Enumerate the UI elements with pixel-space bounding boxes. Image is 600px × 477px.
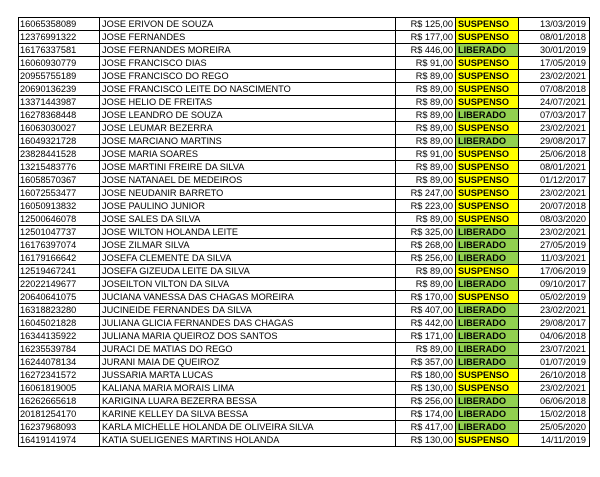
table-row bbox=[19, 317, 590, 330]
id-cell[interactable]: 23828441528 bbox=[19, 148, 100, 161]
id-cell[interactable]: 12500646078 bbox=[19, 213, 100, 226]
value-cell[interactable]: R$ 89,00 bbox=[396, 278, 456, 291]
date-cell[interactable]: 14/11/2019 bbox=[519, 434, 590, 447]
date-cell[interactable]: 23/02/2021 bbox=[519, 122, 590, 135]
id-cell[interactable]: 13371443987 bbox=[19, 96, 100, 109]
date-cell[interactable]: 17/06/2019 bbox=[519, 265, 590, 278]
date-cell[interactable]: 29/08/2017 bbox=[519, 317, 590, 330]
date-cell[interactable]: 25/06/2018 bbox=[519, 148, 590, 161]
date-cell[interactable]: 15/02/2018 bbox=[519, 408, 590, 421]
date-cell[interactable]: 04/06/2018 bbox=[519, 330, 590, 343]
name-cell[interactable]: JOSE HELIO DE FREITAS bbox=[100, 96, 396, 109]
name-cell[interactable]: JOSEFA CLEMENTE DA SILVA bbox=[100, 252, 396, 265]
date-cell[interactable]: 26/10/2018 bbox=[519, 369, 590, 382]
id-cell[interactable]: 16237968093 bbox=[19, 421, 100, 434]
status-badge[interactable]: SUSPENSO bbox=[456, 122, 519, 135]
id-cell[interactable]: 16344135922 bbox=[19, 330, 100, 343]
value-cell[interactable]: R$ 268,00 bbox=[396, 239, 456, 252]
name-cell[interactable]: JOSE PAULINO JUNIOR bbox=[100, 200, 396, 213]
table-row bbox=[19, 369, 590, 382]
table-row bbox=[19, 161, 590, 174]
date-cell[interactable]: 23/02/2021 bbox=[519, 226, 590, 239]
status-badge[interactable]: LIBERADO bbox=[456, 135, 519, 148]
table-row bbox=[19, 226, 590, 239]
name-cell[interactable]: JOSEFA GIZEUDA LEITE DA SILVA bbox=[100, 265, 396, 278]
table-row bbox=[19, 252, 590, 265]
name-cell[interactable]: JUCINEIDE FERNANDES DA SILVA bbox=[100, 304, 396, 317]
status-badge[interactable]: LIBERADO bbox=[456, 408, 519, 421]
date-cell[interactable]: 20/07/2018 bbox=[519, 200, 590, 213]
id-cell[interactable]: 13215483776 bbox=[19, 161, 100, 174]
date-cell[interactable]: 01/12/2017 bbox=[519, 174, 590, 187]
name-cell[interactable]: JOSE FRANCISCO DIAS bbox=[100, 57, 396, 70]
name-cell[interactable]: KATIA SUELIGENES MARTINS HOLANDA bbox=[100, 434, 396, 447]
table-row bbox=[19, 18, 590, 31]
id-cell[interactable]: 16244078134 bbox=[19, 356, 100, 369]
status-badge[interactable]: SUSPENSO bbox=[456, 187, 519, 200]
name-cell[interactable]: JULIANA MARIA QUEIROZ DOS SANTOS bbox=[100, 330, 396, 343]
id-cell[interactable]: 20955755189 bbox=[19, 70, 100, 83]
status-badge[interactable]: LIBERADO bbox=[456, 317, 519, 330]
value-cell[interactable]: R$ 125,00 bbox=[396, 18, 456, 31]
id-cell[interactable]: 16318823280 bbox=[19, 304, 100, 317]
beneficiary-table bbox=[18, 17, 590, 447]
value-cell[interactable]: R$ 89,00 bbox=[396, 213, 456, 226]
date-cell[interactable]: 06/06/2018 bbox=[519, 395, 590, 408]
table-row bbox=[19, 239, 590, 252]
status-badge[interactable]: SUSPENSO bbox=[456, 265, 519, 278]
value-cell[interactable]: R$ 89,00 bbox=[396, 174, 456, 187]
date-cell[interactable]: 11/03/2021 bbox=[519, 252, 590, 265]
value-cell[interactable]: R$ 256,00 bbox=[396, 395, 456, 408]
date-cell[interactable]: 23/02/2021 bbox=[519, 70, 590, 83]
status-badge[interactable]: LIBERADO bbox=[456, 109, 519, 122]
date-cell[interactable]: 24/07/2021 bbox=[519, 96, 590, 109]
value-cell[interactable]: R$ 325,00 bbox=[396, 226, 456, 239]
value-cell[interactable]: R$ 223,00 bbox=[396, 200, 456, 213]
id-cell[interactable]: 16049321728 bbox=[19, 135, 100, 148]
value-cell[interactable]: R$ 170,00 bbox=[396, 291, 456, 304]
status-badge[interactable]: LIBERADO bbox=[456, 239, 519, 252]
id-cell[interactable]: 12519467241 bbox=[19, 265, 100, 278]
name-cell[interactable]: JOSE FRANCISCO DO REGO bbox=[100, 70, 396, 83]
name-cell[interactable]: JOSE MARCIANO MARTINS bbox=[100, 135, 396, 148]
table-row bbox=[19, 109, 590, 122]
id-cell[interactable]: 16065358089 bbox=[19, 18, 100, 31]
value-cell[interactable]: R$ 89,00 bbox=[396, 343, 456, 356]
status-badge[interactable]: LIBERADO bbox=[456, 304, 519, 317]
value-cell[interactable]: R$ 171,00 bbox=[396, 330, 456, 343]
name-cell[interactable]: JOSE FRANCISCO LEITE DO NASCIMENTO bbox=[100, 83, 396, 96]
name-cell[interactable]: JOSE FERNANDES MOREIRA bbox=[100, 44, 396, 57]
id-cell[interactable]: 16050913832 bbox=[19, 200, 100, 213]
status-badge[interactable]: SUSPENSO bbox=[456, 174, 519, 187]
status-badge[interactable]: LIBERADO bbox=[456, 395, 519, 408]
name-cell[interactable]: JOSE MARIA SOARES bbox=[100, 148, 396, 161]
date-cell[interactable]: 23/02/2021 bbox=[519, 304, 590, 317]
name-cell[interactable]: KARINE KELLEY DA SILVA BESSA bbox=[100, 408, 396, 421]
table-row bbox=[19, 96, 590, 109]
value-cell[interactable]: R$ 89,00 bbox=[396, 109, 456, 122]
date-cell[interactable]: 07/08/2018 bbox=[519, 83, 590, 96]
table-row bbox=[19, 213, 590, 226]
status-badge[interactable]: SUSPENSO bbox=[456, 161, 519, 174]
value-cell[interactable]: R$ 91,00 bbox=[396, 148, 456, 161]
id-cell[interactable]: 16045021828 bbox=[19, 317, 100, 330]
id-cell[interactable]: 16060930779 bbox=[19, 57, 100, 70]
table-row bbox=[19, 408, 590, 421]
date-cell[interactable]: 23/02/2021 bbox=[519, 187, 590, 200]
table-row bbox=[19, 421, 590, 434]
status-badge[interactable]: SUSPENSO bbox=[456, 70, 519, 83]
value-cell[interactable]: R$ 357,00 bbox=[396, 356, 456, 369]
id-cell[interactable]: 16063030027 bbox=[19, 122, 100, 135]
table-row bbox=[19, 174, 590, 187]
date-cell[interactable]: 09/10/2017 bbox=[519, 278, 590, 291]
status-badge[interactable]: LIBERADO bbox=[456, 343, 519, 356]
value-cell[interactable]: R$ 89,00 bbox=[396, 135, 456, 148]
name-cell[interactable]: JOSEILTON VILTON DA SILVA bbox=[100, 278, 396, 291]
value-cell[interactable]: R$ 91,00 bbox=[396, 57, 456, 70]
id-cell[interactable]: 16072553477 bbox=[19, 187, 100, 200]
name-cell[interactable]: JOSE NATANAEL DE MEDEIROS bbox=[100, 174, 396, 187]
id-cell[interactable]: 16176337581 bbox=[19, 44, 100, 57]
table-row bbox=[19, 70, 590, 83]
date-cell[interactable]: 23/07/2021 bbox=[519, 343, 590, 356]
name-cell[interactable]: JUCIANA VANESSA DAS CHAGAS MOREIRA bbox=[100, 291, 396, 304]
value-cell[interactable]: R$ 180,00 bbox=[396, 369, 456, 382]
table-row bbox=[19, 356, 590, 369]
table-row bbox=[19, 382, 590, 395]
date-cell[interactable]: 07/03/2017 bbox=[519, 109, 590, 122]
date-cell[interactable]: 23/02/2021 bbox=[519, 382, 590, 395]
id-cell[interactable]: 16061819005 bbox=[19, 382, 100, 395]
table-row bbox=[19, 304, 590, 317]
value-cell[interactable]: R$ 256,00 bbox=[396, 252, 456, 265]
status-badge[interactable]: SUSPENSO bbox=[456, 213, 519, 226]
status-badge[interactable]: SUSPENSO bbox=[456, 291, 519, 304]
value-cell[interactable]: R$ 89,00 bbox=[396, 83, 456, 96]
status-badge[interactable]: SUSPENSO bbox=[456, 382, 519, 395]
table-row bbox=[19, 31, 590, 44]
status-badge[interactable]: SUSPENSO bbox=[456, 18, 519, 31]
value-cell[interactable]: R$ 89,00 bbox=[396, 70, 456, 83]
status-badge[interactable]: SUSPENSO bbox=[456, 96, 519, 109]
status-badge[interactable]: LIBERADO bbox=[456, 252, 519, 265]
date-cell[interactable]: 08/03/2020 bbox=[519, 213, 590, 226]
value-cell[interactable]: R$ 446,00 bbox=[396, 44, 456, 57]
table-row bbox=[19, 343, 590, 356]
id-cell[interactable]: 16235539784 bbox=[19, 343, 100, 356]
date-cell[interactable]: 30/01/2019 bbox=[519, 44, 590, 57]
id-cell[interactable]: 20690136239 bbox=[19, 83, 100, 96]
id-cell[interactable]: 12501047737 bbox=[19, 226, 100, 239]
date-cell[interactable]: 08/01/2018 bbox=[519, 31, 590, 44]
table-row bbox=[19, 291, 590, 304]
status-badge[interactable]: SUSPENSO bbox=[456, 148, 519, 161]
table-row bbox=[19, 200, 590, 213]
name-cell[interactable]: JOSE NEUDANIR BARRETO bbox=[100, 187, 396, 200]
date-cell[interactable]: 27/05/2019 bbox=[519, 239, 590, 252]
value-cell[interactable]: R$ 89,00 bbox=[396, 122, 456, 135]
status-badge[interactable]: SUSPENSO bbox=[456, 434, 519, 447]
status-badge[interactable]: LIBERADO bbox=[456, 356, 519, 369]
status-badge[interactable]: LIBERADO bbox=[456, 421, 519, 434]
value-cell[interactable]: R$ 130,00 bbox=[396, 382, 456, 395]
value-cell[interactable]: R$ 174,00 bbox=[396, 408, 456, 421]
value-cell[interactable]: R$ 130,00 bbox=[396, 434, 456, 447]
id-cell[interactable]: 16179166642 bbox=[19, 252, 100, 265]
id-cell[interactable]: 16278368448 bbox=[19, 109, 100, 122]
date-cell[interactable]: 25/05/2020 bbox=[519, 421, 590, 434]
value-cell[interactable]: R$ 89,00 bbox=[396, 161, 456, 174]
table-row bbox=[19, 278, 590, 291]
name-cell[interactable]: KALIANA MARIA MORAIS LIMA bbox=[100, 382, 396, 395]
table-row bbox=[19, 83, 590, 96]
table-row bbox=[19, 135, 590, 148]
name-cell[interactable]: JUSSARIA MARTA LUCAS bbox=[100, 369, 396, 382]
status-badge[interactable]: SUSPENSO bbox=[456, 369, 519, 382]
name-cell[interactable]: JOSE LEUMAR BEZERRA bbox=[100, 122, 396, 135]
status-badge[interactable]: SUSPENSO bbox=[456, 200, 519, 213]
date-cell[interactable]: 29/08/2017 bbox=[519, 135, 590, 148]
value-cell[interactable]: R$ 417,00 bbox=[396, 421, 456, 434]
name-cell[interactable]: JOSE LEANDRO DE SOUZA bbox=[100, 109, 396, 122]
date-cell[interactable]: 05/02/2019 bbox=[519, 291, 590, 304]
date-cell[interactable]: 13/03/2019 bbox=[519, 18, 590, 31]
id-cell[interactable]: 16272341572 bbox=[19, 369, 100, 382]
value-cell[interactable]: R$ 247,00 bbox=[396, 187, 456, 200]
id-cell[interactable]: 20640641075 bbox=[19, 291, 100, 304]
id-cell[interactable]: 22022149677 bbox=[19, 278, 100, 291]
value-cell[interactable]: R$ 89,00 bbox=[396, 265, 456, 278]
name-cell[interactable]: JOSE ZILMAR SILVA bbox=[100, 239, 396, 252]
name-cell[interactable]: JOSE FERNANDES bbox=[100, 31, 396, 44]
id-cell[interactable]: 16058570367 bbox=[19, 174, 100, 187]
status-badge[interactable]: LIBERADO bbox=[456, 44, 519, 57]
id-cell[interactable]: 16262665618 bbox=[19, 395, 100, 408]
name-cell[interactable]: JOSE ERIVON DE SOUZA bbox=[100, 18, 396, 31]
name-cell[interactable]: JURACI DE MATIAS DO REGO bbox=[100, 343, 396, 356]
name-cell[interactable]: KARLA MICHELLE HOLANDA DE OLIVEIRA SILVA bbox=[100, 421, 396, 434]
id-cell[interactable]: 16419141974 bbox=[19, 434, 100, 447]
value-cell[interactable]: R$ 442,00 bbox=[396, 317, 456, 330]
name-cell[interactable]: JOSE SALES DA SILVA bbox=[100, 213, 396, 226]
date-cell[interactable]: 01/07/2019 bbox=[519, 356, 590, 369]
spreadsheet bbox=[18, 17, 590, 447]
status-badge[interactable]: LIBERADO bbox=[456, 278, 519, 291]
value-cell[interactable]: R$ 89,00 bbox=[396, 96, 456, 109]
value-cell[interactable]: R$ 407,00 bbox=[396, 304, 456, 317]
table-row bbox=[19, 148, 590, 161]
name-cell[interactable]: JULIANA GLICIA FERNANDES DAS CHAGAS bbox=[100, 317, 396, 330]
status-badge[interactable]: LIBERADO bbox=[456, 226, 519, 239]
table-row bbox=[19, 57, 590, 70]
status-badge[interactable]: SUSPENSO bbox=[456, 31, 519, 44]
value-cell[interactable]: R$ 177,00 bbox=[396, 31, 456, 44]
table-row bbox=[19, 265, 590, 278]
table-row bbox=[19, 395, 590, 408]
id-cell[interactable]: 16176397074 bbox=[19, 239, 100, 252]
table-row bbox=[19, 330, 590, 343]
name-cell[interactable]: KARIGINA LUARA BEZERRA BESSA bbox=[100, 395, 396, 408]
date-cell[interactable]: 08/01/2021 bbox=[519, 161, 590, 174]
id-cell[interactable]: 20181254170 bbox=[19, 408, 100, 421]
name-cell[interactable]: JURANI MAIA DE QUEIROZ bbox=[100, 356, 396, 369]
name-cell[interactable]: JOSE WILTON HOLANDA LEITE bbox=[100, 226, 396, 239]
status-badge[interactable]: SUSPENSO bbox=[456, 57, 519, 70]
table-row bbox=[19, 44, 590, 57]
table-row bbox=[19, 434, 590, 447]
name-cell[interactable]: JOSE MARTINI FREIRE DA SILVA bbox=[100, 161, 396, 174]
table-row bbox=[19, 122, 590, 135]
date-cell[interactable]: 17/05/2019 bbox=[519, 57, 590, 70]
id-cell[interactable]: 12376991322 bbox=[19, 31, 100, 44]
table-row bbox=[19, 187, 590, 200]
status-badge[interactable]: LIBERADO bbox=[456, 330, 519, 343]
status-badge[interactable]: SUSPENSO bbox=[456, 83, 519, 96]
